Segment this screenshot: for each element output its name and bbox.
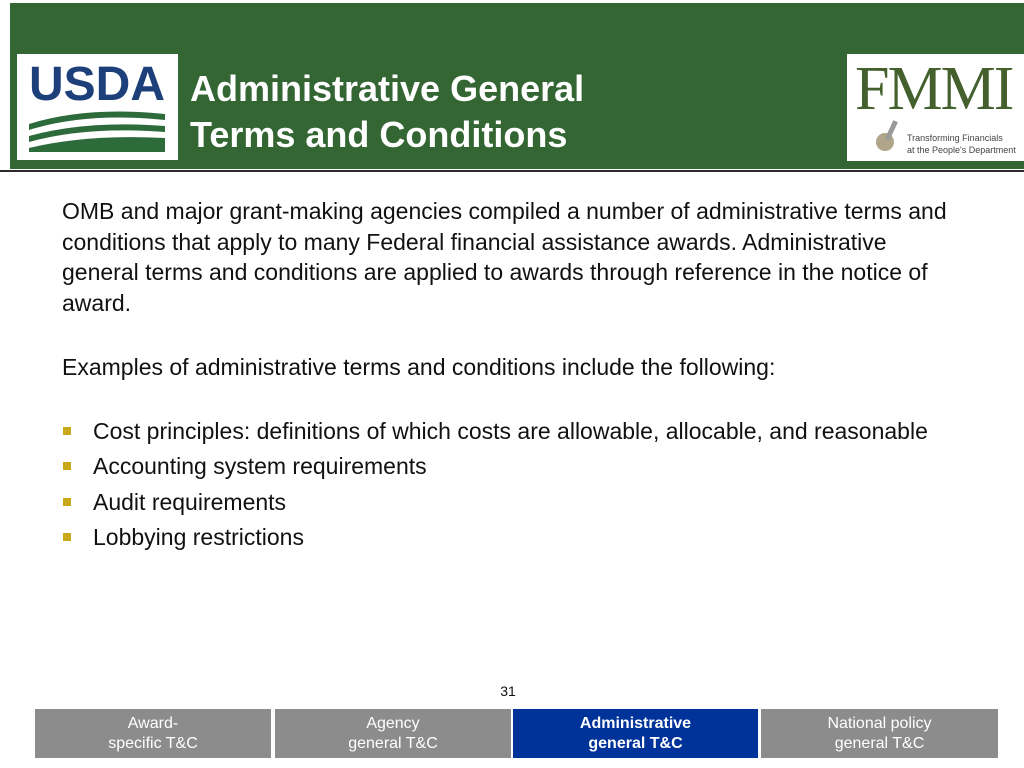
tab-label-line1: Agency bbox=[366, 715, 420, 732]
bullet-text: Audit requirements bbox=[93, 488, 287, 515]
usda-logo bbox=[17, 54, 178, 160]
tab-national-policy[interactable] bbox=[761, 709, 998, 758]
tab-label-line2: general T&C bbox=[588, 735, 683, 752]
tab-label-line1: National policy bbox=[827, 715, 932, 732]
fmmi-logo-text: FMMI bbox=[855, 55, 1013, 123]
tab-label-line1: Award- bbox=[127, 715, 179, 732]
slide-title bbox=[190, 66, 750, 158]
usda-logo-text: USDA bbox=[29, 58, 166, 111]
bullet-square-icon bbox=[63, 462, 71, 470]
bullet-square-icon bbox=[63, 427, 71, 435]
fmmi-tagline bbox=[907, 132, 1016, 156]
bullet-list bbox=[62, 416, 962, 553]
intro-paragraph: OMB and major grant-making agencies compiled a number of administrative terms and conditions that apply to many Federal financial assistance awards. Administrative general terms and conditions are applied to awards through reference in the notice of award. bbox=[62, 198, 947, 316]
bullet-item bbox=[62, 416, 962, 447]
examples-lead: Examples of administrative terms and conditions include the following: bbox=[62, 354, 776, 380]
key-icon bbox=[871, 114, 905, 154]
slide-body bbox=[62, 196, 962, 558]
tab-label-line1: Administrative bbox=[579, 715, 692, 732]
page-number: 31 bbox=[500, 683, 516, 699]
tab-award-specific[interactable] bbox=[35, 709, 271, 758]
bullet-item bbox=[62, 522, 962, 553]
tab-label-line2: general T&C bbox=[834, 735, 925, 752]
bullet-text: Accounting system requirements bbox=[93, 453, 427, 479]
bullet-text: Cost principles: definitions of which costs are allowable, allocable, and reasonable bbox=[93, 417, 928, 444]
bullet-text: Lobbying restrictions bbox=[93, 524, 304, 550]
fmmi-logo bbox=[847, 54, 1024, 161]
section-nav bbox=[35, 709, 998, 758]
slide-title-line2: Terms and Conditions bbox=[190, 114, 568, 155]
bullet-item bbox=[62, 451, 962, 482]
bullet-item bbox=[62, 487, 962, 518]
header-divider bbox=[0, 170, 1024, 172]
fmmi-tagline-line1: Transforming Financials bbox=[907, 133, 1003, 143]
slide-title-line1: Administrative General bbox=[190, 68, 585, 109]
tab-administrative-general[interactable] bbox=[513, 709, 758, 758]
tab-agency-general[interactable] bbox=[275, 709, 511, 758]
bullet-square-icon bbox=[63, 498, 71, 506]
tab-label-line2: specific T&C bbox=[108, 735, 198, 752]
bullet-square-icon bbox=[63, 533, 71, 541]
tab-label-line2: general T&C bbox=[348, 735, 438, 752]
fmmi-tagline-line2: at the People's Department bbox=[907, 145, 1016, 155]
